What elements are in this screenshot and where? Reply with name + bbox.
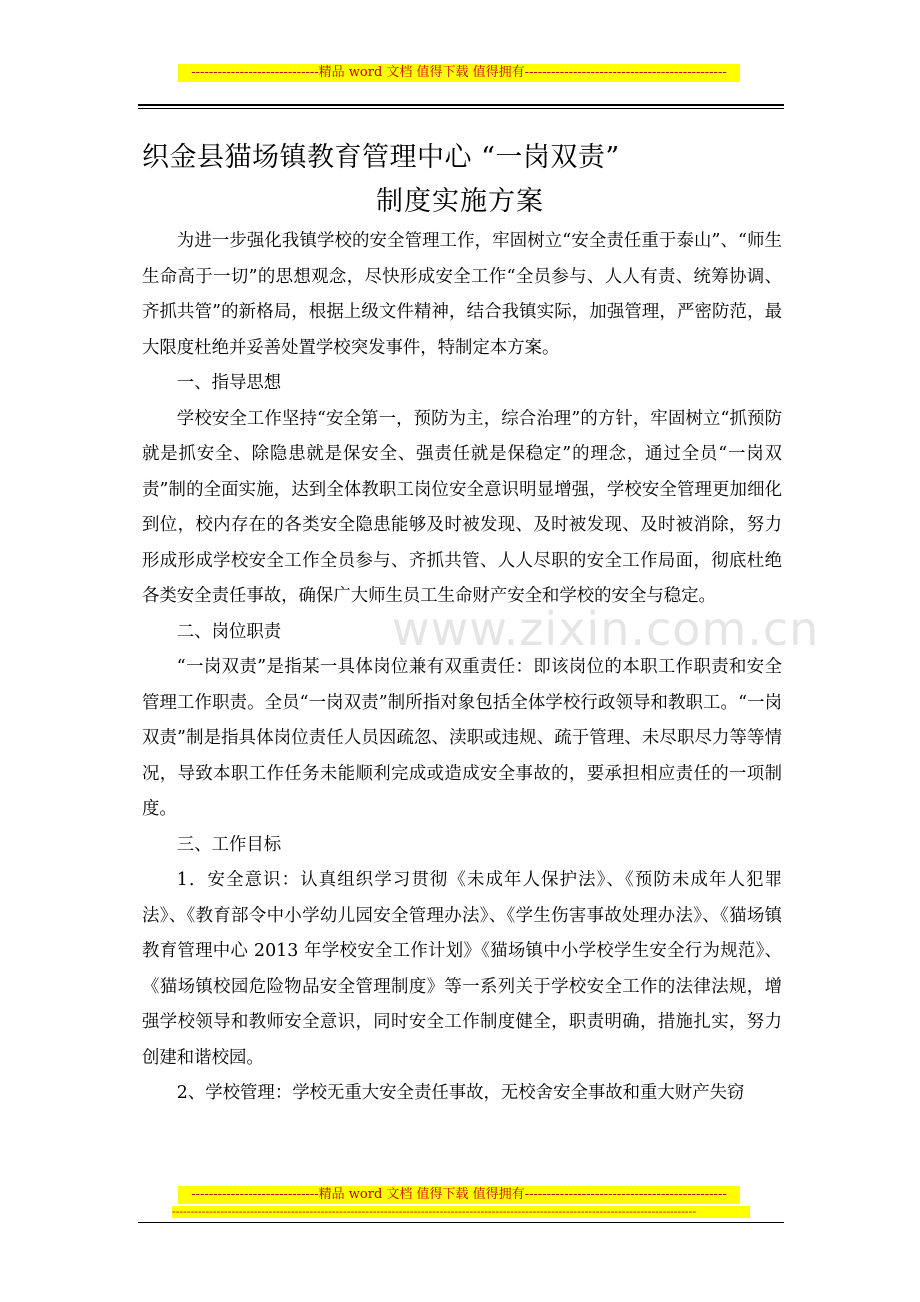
section-heading-guiding-ideology: 一、指导思想 xyxy=(176,373,282,393)
site-watermark: www.zixin.com.cn xyxy=(392,602,820,656)
document-title-line1: 织金县猫场镇教育管理中心 “一岗双责” xyxy=(142,142,620,173)
guiding-ideology-paragraph: 学校安全工作坚持“安全第一，预防为主，综合治理”的方针，牢固树立“抓预防就是抓安全、除隐患就是保安全、强责任就是保稳定”的理念，通过全员“一岗双责”制的全面实施，达到全体教职工岗位安全意识明显增强，学校安全管理更加细化到位，校内存在的各类安全隐患能够及时被发现、及时被发现、及时被消除，努力形成形成学校安全工作全员参与、齐抓共管、人人尽职的安全工作局面，彻底杜绝各类安全责任事故，确保广大师生员工生命财产安全和学校的安全与稳定。 xyxy=(142,408,782,606)
document-title-line2: 制度实施方案 xyxy=(376,186,544,217)
header-banner: -----------------------------精品 word 文档 值得下载 值得拥有---------------------------------------------- xyxy=(178,64,740,82)
section-heading-work-goals: 三、工作目标 xyxy=(176,834,282,855)
section-heading-job-duties: 二、岗位职责 xyxy=(176,621,282,642)
safety-awareness-paragraph: 1．安全意识：认真组织学习贯彻《未成年人保护法》、《预防未成年人犯罪法》、《教育部令中小学幼儿园安全管理办法》、《学生伤害事故处理办法》、《猫场镇教育管理中心 2013 年学校安全工作计划》《猫场镇中小学校学生安全行为规范》、《猫场镇校园危险物品安全管理制度》等一系列关于学校安全工作的法律法规，增强学校领导和教师安全意识，同时安全工作制度健全，职责明确，措施扎实，努力创建和谐校园。 xyxy=(142,870,782,1068)
school-management-paragraph: 2、学校管理：学校无重大安全责任事故，无校舍安全事故和重大财产失窃 xyxy=(176,1083,745,1103)
footer-banner-dashes: --------------------------------------------------------------------------------------------------------------------------------------------- xyxy=(172,1206,750,1218)
header-rule-top xyxy=(138,104,784,106)
document-body xyxy=(142,224,782,1112)
footer-banner: -----------------------------精品 word 文档 值得下载 值得拥有---------------------------------------------- xyxy=(178,1186,740,1204)
footer-rule xyxy=(138,1222,784,1223)
intro-paragraph: 为进一步强化我镇学校的安全管理工作，牢固树立“安全责任重于泰山”、“师生生命高于一切”的思想观念，尽快形成安全工作“全员参与、人人有责、统筹协调、齐抓共管”的新格局，根据上级文件精神，结合我镇实际，加强管理，严密防范，最大限度杜绝并妥善处置学校突发事件，特制定本方案。 xyxy=(142,231,782,358)
job-duties-paragraph: “一岗双责”是指某一具体岗位兼有双重责任：即该岗位的本职工作职责和安全管理工作职责。全员“一岗双责”制所指对象包括全体学校行政领导和教职工。“一岗双责”制是指具体岗位责任人员因疏忽、渎职或违规、疏于管理、未尽职尽力等等情况，导致本职工作任务未能顺利完成或造成安全事故的，要承担相应责任的一项制度。 xyxy=(142,657,782,819)
header-rule-bottom xyxy=(138,108,784,109)
